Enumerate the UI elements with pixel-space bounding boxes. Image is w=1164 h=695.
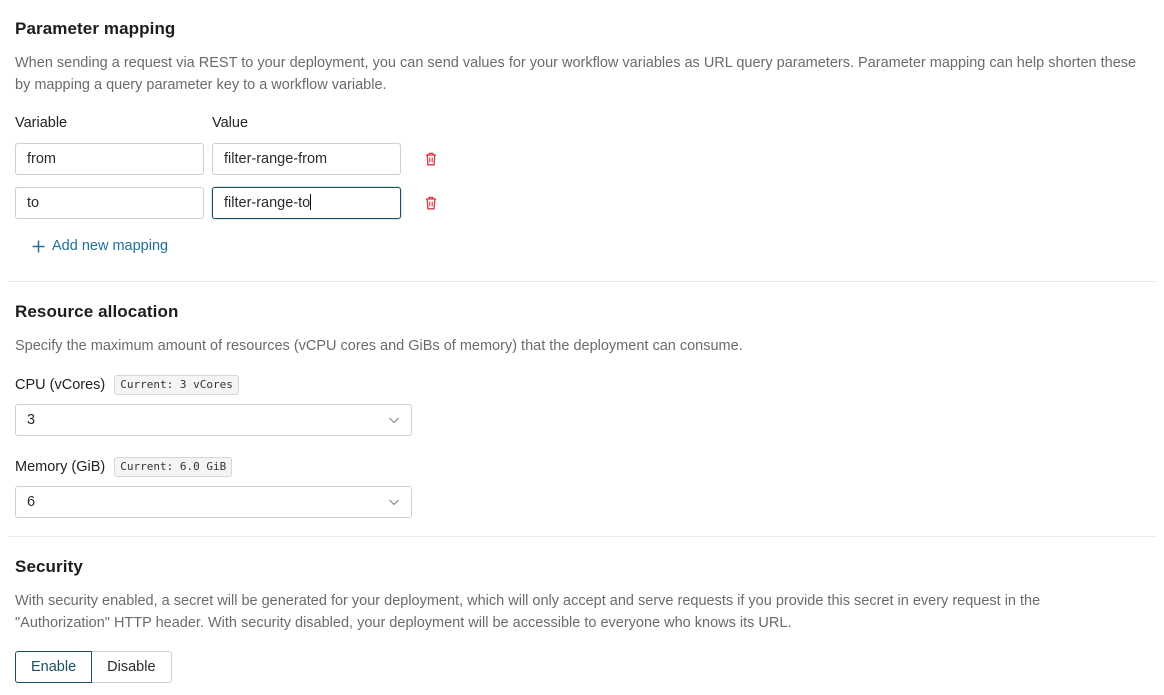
section-divider bbox=[8, 281, 1156, 282]
add-new-mapping-button[interactable] bbox=[32, 238, 168, 254]
security-title: Security bbox=[15, 557, 83, 576]
trash-icon bbox=[425, 196, 437, 210]
disable-security-button[interactable]: Disable bbox=[92, 651, 171, 683]
memory-field-label bbox=[15, 457, 232, 477]
cpu-select-value: 3 bbox=[27, 412, 36, 428]
parameter-mapping-description: When sending a request via REST to your deployment, you can send values for your workflow variables as URL query parameters. Parameter mapping can help shorten these by mapping a query parameter key to a workflow variable. bbox=[15, 55, 1137, 93]
value-column-label: Value bbox=[212, 115, 249, 131]
resource-allocation-title: Resource allocation bbox=[15, 302, 179, 321]
chevron-down-icon bbox=[388, 497, 400, 507]
parameter-mapping-title: Parameter mapping bbox=[15, 19, 176, 38]
security-toggle bbox=[15, 651, 172, 683]
cpu-current-badge: Current: 3 vCores bbox=[114, 375, 239, 395]
memory-select[interactable] bbox=[15, 486, 412, 518]
value-input-to[interactable] bbox=[212, 187, 401, 219]
memory-label: Memory (GiB) bbox=[15, 459, 106, 475]
trash-icon bbox=[425, 152, 437, 166]
value-input-to-text: filter-range-to bbox=[224, 195, 311, 211]
delete-mapping-button[interactable] bbox=[411, 187, 451, 219]
variable-input-from[interactable]: from bbox=[15, 143, 204, 175]
resource-allocation-description: Specify the maximum amount of resources (vCPU cores and GiBs of memory) that the deployment can consume. bbox=[15, 338, 743, 354]
plus-icon bbox=[32, 240, 45, 253]
variable-column-label: Variable bbox=[15, 115, 68, 131]
section-divider bbox=[8, 536, 1156, 537]
variable-input-to[interactable]: to bbox=[15, 187, 204, 219]
memory-select-value: 6 bbox=[27, 494, 36, 510]
chevron-down-icon bbox=[388, 415, 400, 425]
memory-current-badge: Current: 6.0 GiB bbox=[114, 457, 232, 477]
cpu-field-label bbox=[15, 375, 239, 395]
delete-mapping-button[interactable] bbox=[411, 143, 451, 175]
security-description: With security enabled, a secret will be generated for your deployment, which will only accept and serve requests if you provide this secret in every request in the "Authorization" HTTP header. With security disabled, your deployment will be accessible to everyone who knows its URL. bbox=[15, 593, 1041, 631]
cpu-label: CPU (vCores) bbox=[15, 377, 106, 393]
enable-security-button[interactable]: Enable bbox=[15, 651, 92, 683]
add-new-mapping-label: Add new mapping bbox=[52, 238, 169, 254]
cpu-select[interactable] bbox=[15, 404, 412, 436]
value-input-from[interactable]: filter-range-from bbox=[212, 143, 401, 175]
text-caret bbox=[310, 194, 311, 210]
